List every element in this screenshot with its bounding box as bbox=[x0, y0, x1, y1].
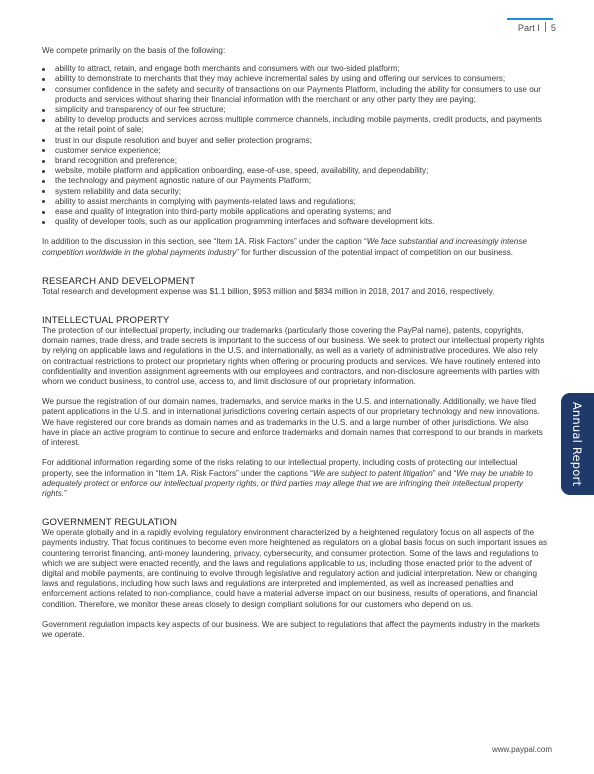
competition-intro: We compete primarily on the basis of the following: bbox=[42, 46, 226, 55]
list-item: ability to attract, retain, and engage both merchants and consumers with our two-sided platform; bbox=[42, 64, 548, 74]
annual-report-tab-label: Annual Report bbox=[570, 401, 585, 487]
document-body bbox=[42, 46, 548, 640]
list-item: system reliability and data security; bbox=[42, 187, 548, 197]
competition-note bbox=[42, 237, 548, 257]
ip-paragraph-3 bbox=[42, 458, 548, 499]
rnd-paragraph: Total research and development expense was $1.1 billion, $953 million and $834 million in 2018, 2017 and 2016, respectively. bbox=[42, 286, 495, 296]
list-item: simplicity and transparency of our fee structure; bbox=[42, 105, 548, 115]
list-item: brand recognition and preference; bbox=[42, 156, 548, 166]
gov-paragraph-2: Government regulation impacts key aspects of our business. We are subject to regulations that affect the payments industry in the markets we operate. bbox=[42, 619, 540, 639]
ip-paragraph-1: The protection of our intellectual property, including our trademarks (particularly those covering the PayPal name), patents, copyrights, domain names, trade dress, and trade secrets is important to the success of our business. We seek to protect our intellectual property rights by relying on applicable laws and regulations in the U.S. and internationally, as well as a variety of administrative procedures. We also rely on contractual restrictions to protect our proprietary rights when offering or procuring products and services. We have routinely entered into confidentiality and invention assignment agreements with our employees and contractors, and non-disclosure agreements with parties with whom we conduct business, to control use, access to, and limit disclosure of our proprietary information. bbox=[42, 326, 545, 387]
risk-factor-caption: We may be unable to adequately protect or enforce our intellectual property rights, or third parties may allege that we are infringing their intellectual property rights. bbox=[42, 468, 533, 498]
list-item: ability to demonstrate to merchants that they may achieve incremental sales by using and offering our services to consumers; bbox=[42, 74, 548, 84]
rnd-heading: RESEARCH AND DEVELOPMENT bbox=[42, 275, 196, 287]
list-item: quality of developer tools, such as our application programming interfaces and software development kits. bbox=[42, 217, 548, 227]
annual-report-tab[interactable] bbox=[561, 393, 594, 495]
risk-factor-caption: We face substantial and increasingly intense competition worldwide in the global payments industry bbox=[42, 237, 527, 257]
header-accent-rule bbox=[507, 18, 553, 20]
competition-bullet-list bbox=[42, 64, 548, 227]
risk-factor-caption: We are subject to patent litigation bbox=[312, 468, 433, 478]
note-text: In addition to the discussion in this section, see “Item 1A. Risk Factors” under the caption “ bbox=[42, 237, 367, 247]
ip-text: ” and “ bbox=[432, 468, 457, 478]
ip-paragraph-2: We pursue the registration of our domain names, trademarks, and service marks in the U.S. and internationally. Additionally, we have filed patent applications in the U.S. and in international jurisdictions covering certain aspects of our proprietary technology and new innovations. We have registered our core brands as domain names and as trademarks in the U.S. and a large number of other jurisdictions. We also have in place an active program to continue to secure and enforce trademarks and domain names that correspond to our brands in markets of interest. bbox=[42, 397, 543, 448]
ip-heading: INTELLECTUAL PROPERTY bbox=[42, 315, 170, 327]
list-item: ease and quality of integration into third-party mobile applications and operating systems; and bbox=[42, 207, 548, 217]
list-item: customer service experience; bbox=[42, 146, 548, 156]
list-item: ability to assist merchants in complying with payments-related laws and regulations; bbox=[42, 197, 548, 207]
list-item: consumer confidence in the safety and security of transactions on our Payments Platform, including the ability for consumers to use our products and services without sharing their financial information with the merchant or any other party they are paying; bbox=[42, 85, 548, 105]
gov-heading: GOVERNMENT REGULATION bbox=[42, 517, 178, 529]
page-number: 5 bbox=[550, 23, 556, 33]
list-item: website, mobile platform and application onboarding, ease-of-use, speed, availability, and dependability; bbox=[42, 166, 548, 176]
gov-paragraph-1: We operate globally and in a rapidly evolving regulatory environment characterized by a heightened regulatory focus on all aspects of the payments industry. That focus continues to become even more heightened as regulators on a global basis focus on such important issues as countering terrorist financing, anti-money laundering, privacy, cybersecurity, and consumer protection. Some of the laws and regulations to which we are subject were enacted recently, and the laws and regulations applicable to us, including those enacted prior to the advent of digital and mobile payments, are continuing to evolve through legislative and regulatory action and judicial interpretation. New or changing laws and regulations, including how such laws and regulations are interpreted and implemented, as well as increased penalties and enforcement actions related to non-compliance, could have a material adverse impact on our business, results of operations, and financial condition. Therefore, we monitor these areas closely to design compliant solutions for our customers who depend on us. bbox=[42, 528, 548, 609]
ip-text: ” bbox=[64, 488, 67, 498]
list-item: trust in our dispute resolution and buyer and seller protection programs; bbox=[42, 136, 548, 146]
header-separator bbox=[545, 22, 546, 32]
list-item: ability to develop products and services across multiple commerce channels, including mobile payments, credit products, and payments at the retail point of sale; bbox=[42, 115, 548, 135]
footer-url: www.paypal.com bbox=[491, 745, 552, 754]
part-label: Part I bbox=[517, 23, 540, 33]
list-item: the technology and payment agnostic nature of our Payments Platform; bbox=[42, 176, 548, 186]
note-text: ” for further discussion of the potential impact of competition on our business. bbox=[236, 247, 514, 257]
page-header bbox=[518, 22, 556, 33]
ip-text: For additional information regarding some of the risks relating to our intellectual property, including costs of protecting our intellectual property, see the information in “Item 1A. Risk Factors” under the captions “ bbox=[42, 458, 518, 478]
